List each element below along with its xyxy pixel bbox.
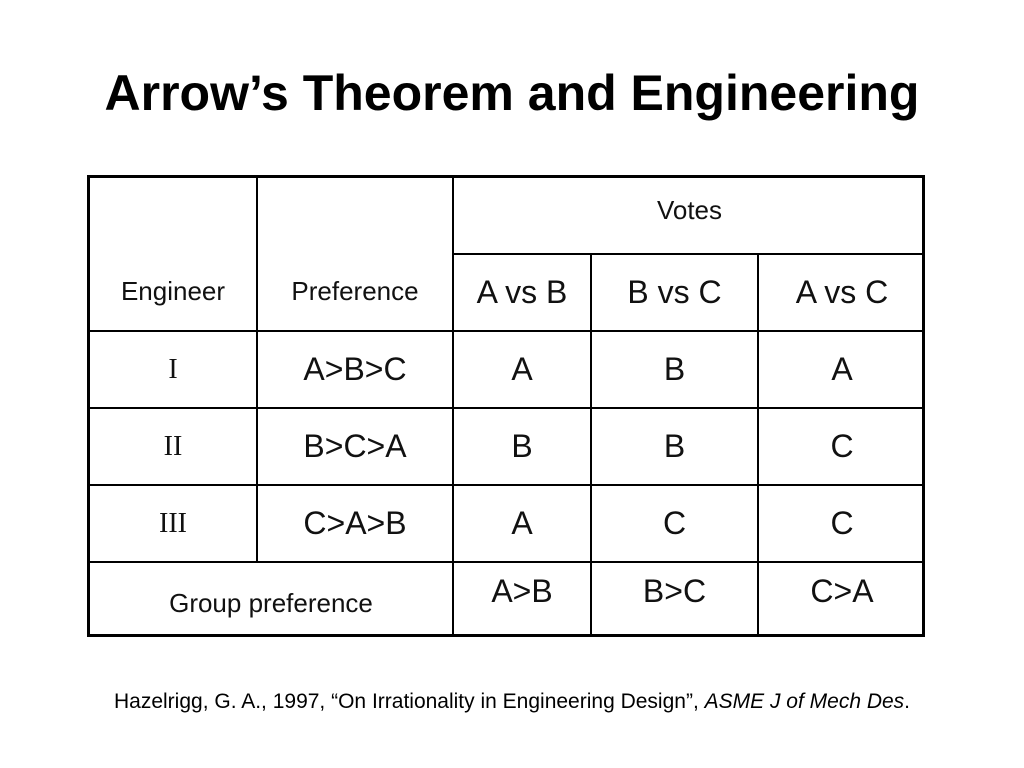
group-result: A>B (491, 572, 553, 609)
vote-cell: B (511, 428, 533, 464)
engineer-id: III (159, 507, 187, 539)
citation-text: Hazelrigg, G. A., 1997, “On Irrationality in Engineering Design”, (113, 690, 705, 713)
preference-order: A>B>C (303, 351, 407, 387)
engineer-id: II (163, 430, 183, 462)
slide-title: Arrow’s Theorem and Engineering (104, 65, 920, 121)
vote-cell: B (663, 428, 686, 464)
group-result: C>A (810, 572, 874, 609)
citation-end: . (904, 690, 911, 713)
preference-order: B>C>A (303, 428, 407, 464)
header-vote-column: B vs C (627, 274, 722, 310)
preference-order: C>A>B (303, 505, 407, 541)
voting-table (87, 175, 925, 637)
vote-cell: A (511, 505, 533, 541)
group-result: B>C (642, 572, 707, 609)
header-votes: Votes (656, 194, 723, 225)
vote-cell: C (830, 428, 854, 464)
group-preference-label: Group preference (169, 588, 373, 618)
citation (0, 690, 1024, 714)
header-preference: Preference (291, 276, 419, 306)
header-engineer: Engineer (120, 276, 226, 306)
vote-cell: C (830, 505, 854, 541)
citation-journal: ASME J of Mech Des (704, 690, 905, 713)
engineer-id: I (168, 353, 178, 385)
header-vote-column: A vs B (476, 274, 568, 310)
vote-cell: A (831, 351, 853, 387)
vote-cell: C (662, 505, 687, 541)
header-vote-column: A vs C (795, 274, 889, 310)
vote-cell: A (511, 351, 533, 387)
vote-cell: B (663, 351, 686, 387)
